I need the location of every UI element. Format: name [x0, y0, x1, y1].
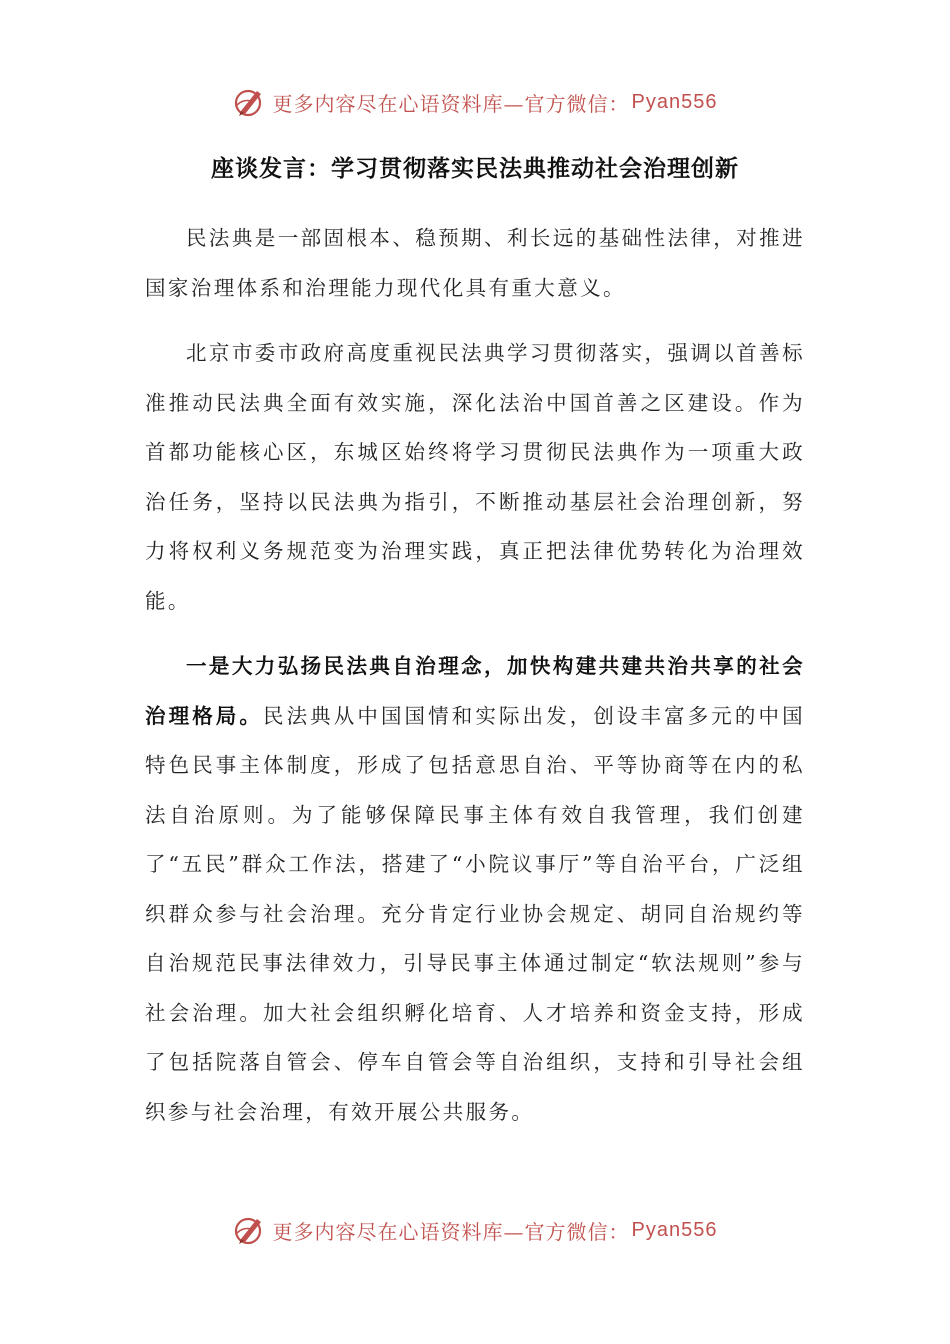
page-title: 座谈发言：学习贯彻落实民法典推动社会治理创新 — [211, 155, 739, 182]
footer-banner — [0, 1210, 950, 1250]
paragraph-3 — [145, 642, 805, 1137]
paragraph-2 — [145, 329, 805, 626]
footer-wechat-id: Pyan556 — [631, 1218, 718, 1241]
footer-brand-text: 更多内容尽在心语资料库—官方微信： — [272, 1219, 630, 1244]
pen-logo-icon — [233, 85, 267, 119]
paragraph-2-text: 北京市委市政府高度重视民法典学习贯彻落实，强调以首善标准推动民法典全面有效实施，深化法治中国首善之区建设。作为首都功能核心区，东城区始终将学习贯彻民法典作为一项重大政治任务，坚持以民法典为指引，不断推动基层社会治理创新，努力将权利义务规范变为治理实践，真正把法律优势转化为治理效能。 — [145, 341, 805, 613]
document-body — [145, 214, 805, 1153]
header-brand-text: 更多内容尽在心语资料库—官方微信： — [272, 91, 630, 116]
paragraph-3-text: 民法典从中国国情和实际出发，创设丰富多元的中国特色民事主体制度，形成了包括意思自治、平等协商等在内的私法自治原则。为了能够保障民事主体有效自我管理，我们创建了“五民”群众工作法，搭建了“小院议事厅”等自治平台，广泛组织群众参与社会治理。充分肯定行业协会规定、胡同自治规约等自治规范民事法律效力，引导民事主体通过制定“软法规则”参与社会治理。加大社会组织孵化培育、人才培养和资金支持，形成了包括院落自管会、停车自管会等自治组织，支持和引导社会组织参与社会治理，有效开展公共服务。 — [145, 703, 805, 1124]
header-banner — [0, 82, 950, 122]
paragraph-1-text: 民法典是一部固根本、稳预期、利长远的基础性法律，对推进国家治理体系和治理能力现代化具有重大意义。 — [145, 226, 805, 300]
paragraph-3-lead: 一是大力弘扬民法典自治理念，加快构建共建共治共享的社会治理格局。 — [145, 654, 805, 728]
pen-logo-icon — [233, 1213, 267, 1247]
header-wechat-id: Pyan556 — [631, 90, 718, 113]
paragraph-1 — [145, 214, 805, 313]
